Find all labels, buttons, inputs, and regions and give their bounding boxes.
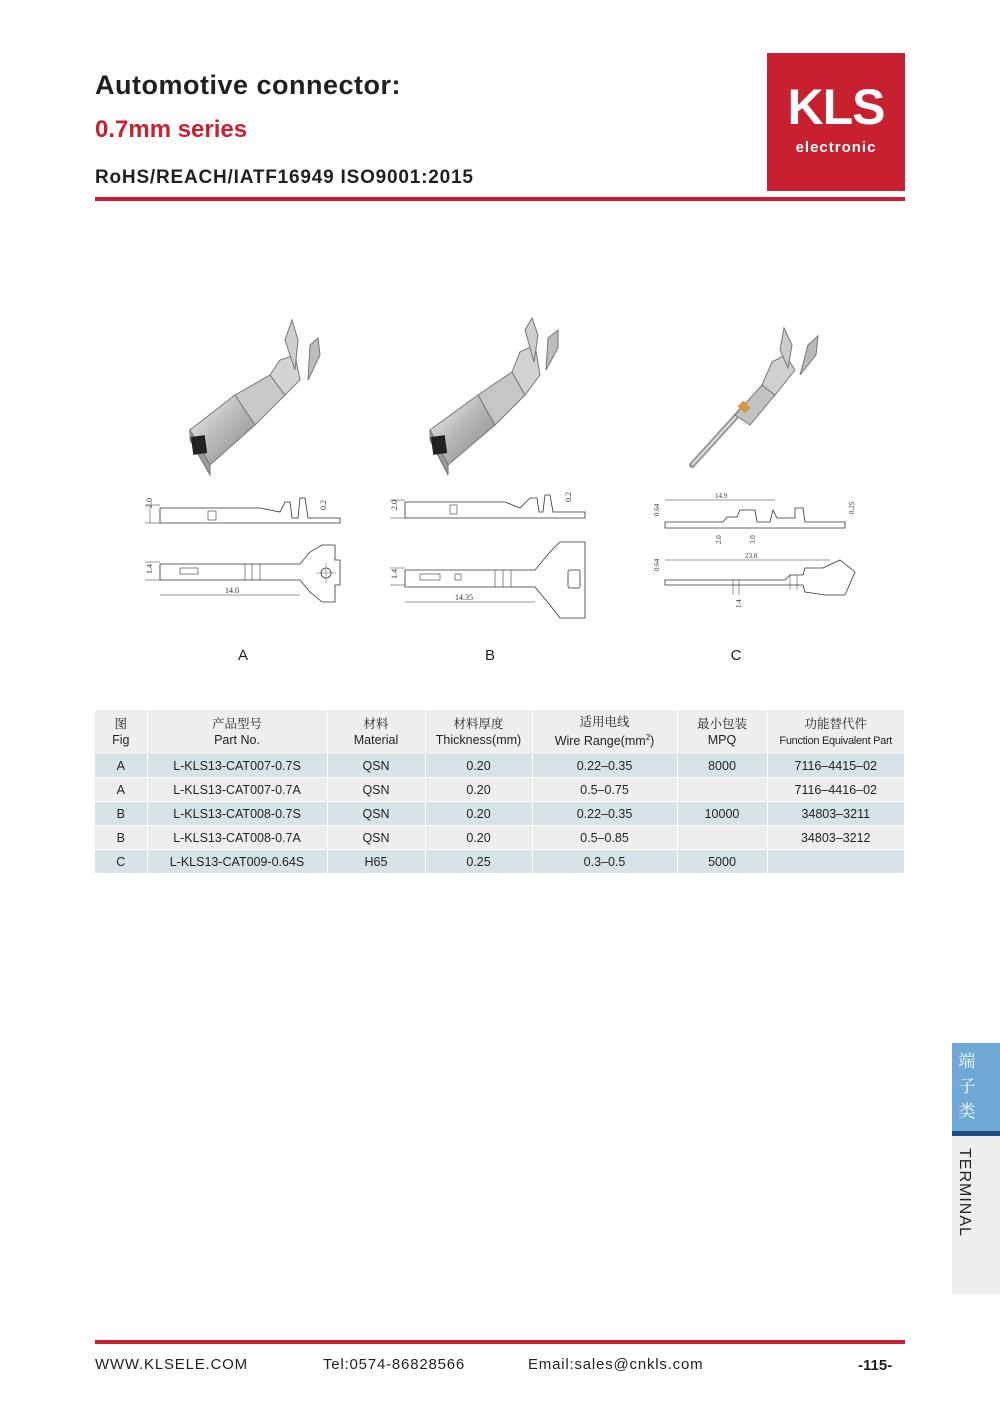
footer-email[interactable]: Email:sales@cnkls.com xyxy=(528,1356,704,1373)
cell-equivalent xyxy=(767,850,904,874)
header-wire-range: 适用电线 Wire $Range(mm^2)$ xyxy=(532,710,677,754)
dim-b-height: 2.0 xyxy=(390,500,399,510)
dim-c-top-length: 14.9 xyxy=(715,492,728,500)
side-tab-char: 端 xyxy=(958,1052,976,1071)
figure-a-label: A xyxy=(237,647,248,664)
table-row xyxy=(95,850,904,874)
footer-website[interactable]: WWW.KLSELE.COM xyxy=(95,1356,248,1373)
cell-equivalent: 7116–4415–02 xyxy=(767,754,904,778)
cell-material: H65 xyxy=(327,850,425,874)
table-row xyxy=(95,826,904,850)
cell-material: QSN xyxy=(327,826,425,850)
cell-material: QSN xyxy=(327,778,425,802)
cell-fig: A xyxy=(95,778,147,802)
page-number: -115- xyxy=(858,1357,893,1374)
cell-mpq: 8000 xyxy=(677,754,767,778)
cell-fig: B xyxy=(95,826,147,850)
cell-equivalent: 34803–3212 xyxy=(767,826,904,850)
dim-c-top-height: 0.64 xyxy=(653,503,661,516)
cell-wire: 0.5–0.75 xyxy=(532,778,677,802)
cell-part: L-KLS13-CAT007-0.7A xyxy=(147,778,327,802)
footer-tel: Tel:0574-86828566 xyxy=(323,1356,466,1373)
table-row xyxy=(95,778,904,802)
dim-c-bottom: 1.4 xyxy=(735,599,743,608)
dim-c-dim-b: 3.0 xyxy=(749,535,757,544)
header-fig: 图 Fig xyxy=(95,710,147,754)
header-divider xyxy=(95,197,905,201)
cell-material: QSN xyxy=(327,802,425,826)
cell-thickness: 0.25 xyxy=(425,850,532,874)
dim-c-thickness: 0.25 xyxy=(848,501,856,514)
header-equivalent: 功能替代件 Function Equivalent Part xyxy=(767,710,904,754)
cell-equivalent: 34803–3211 xyxy=(767,802,904,826)
side-tab-english: TERMINAL xyxy=(956,1148,973,1237)
cell-material: QSN xyxy=(327,754,425,778)
table-row xyxy=(95,754,904,778)
figure-b-label: B xyxy=(484,647,495,664)
side-tab-category[interactable] xyxy=(952,1043,1000,1131)
dim-b-length: 14.35 xyxy=(455,593,473,602)
cell-wire: 0.22–0.35 xyxy=(532,754,677,778)
terminal-c-photo xyxy=(680,300,840,480)
side-tab-char: 类 xyxy=(958,1102,976,1121)
terminal-c-drawing xyxy=(645,490,865,625)
cell-mpq: 10000 xyxy=(677,802,767,826)
cell-part: L-KLS13-CAT009-0.64S xyxy=(147,850,327,874)
header-mpq: 最小包装 MPQ xyxy=(677,710,767,754)
side-tab-char: 子 xyxy=(958,1077,976,1096)
cell-wire: 0.3–0.5 xyxy=(532,850,677,874)
page-title: Automotive connector: xyxy=(95,70,402,100)
cell-fig: B xyxy=(95,802,147,826)
header-part-no: 产品型号 Part No. xyxy=(147,710,327,754)
dim-b-thickness: 0.2 xyxy=(564,492,573,502)
dim-c-total-length: 23.8 xyxy=(745,552,758,560)
dim-c-pin-width: 0.64 xyxy=(653,558,661,571)
terminal-b-drawing xyxy=(385,490,600,625)
footer-divider xyxy=(95,1340,905,1344)
cell-mpq: 5000 xyxy=(677,850,767,874)
header-material: 材料 Material xyxy=(327,710,425,754)
figure-c-label: C xyxy=(730,647,742,664)
table-header-row xyxy=(95,710,904,754)
cell-thickness: 0.20 xyxy=(425,802,532,826)
header-thickness: 材料厚度 Thickness(mm) xyxy=(425,710,532,754)
cell-fig: A xyxy=(95,754,147,778)
series-subtitle: 0.7mm series xyxy=(95,116,248,143)
cell-thickness: 0.20 xyxy=(425,778,532,802)
dim-a-height: 2.0 xyxy=(145,498,154,508)
cell-mpq xyxy=(677,778,767,802)
spec-table xyxy=(95,710,904,874)
terminal-a-drawing xyxy=(140,490,355,625)
kls-logo xyxy=(767,53,905,191)
certifications: RoHS/REACH/IATF16949 ISO9001:2015 xyxy=(95,167,474,188)
dim-c-dim-a: 2.0 xyxy=(715,535,723,544)
terminal-b-photo xyxy=(420,300,590,480)
dim-b-width: 1.4 xyxy=(390,569,399,579)
cell-thickness: 0.20 xyxy=(425,754,532,778)
side-tab-terminal[interactable] xyxy=(952,1136,1000,1294)
cell-part: L-KLS13-CAT008-0.7S xyxy=(147,802,327,826)
table-row xyxy=(95,802,904,826)
cell-thickness: 0.20 xyxy=(425,826,532,850)
logo-text: KLS xyxy=(787,79,885,135)
dim-a-thickness: 0.2 xyxy=(319,500,328,510)
cell-part: L-KLS13-CAT008-0.7A xyxy=(147,826,327,850)
cell-equivalent: 7116–4416–02 xyxy=(767,778,904,802)
dim-a-width: 1.4 xyxy=(145,564,154,574)
cell-fig: C xyxy=(95,850,147,874)
cell-mpq xyxy=(677,826,767,850)
dim-a-length: 14.0 xyxy=(225,586,239,595)
cell-wire: 0.5–0.85 xyxy=(532,826,677,850)
cell-part: L-KLS13-CAT007-0.7S xyxy=(147,754,327,778)
cell-wire: 0.22–0.35 xyxy=(532,802,677,826)
terminal-a-photo xyxy=(170,300,340,480)
logo-subtext: electronic xyxy=(795,139,877,156)
